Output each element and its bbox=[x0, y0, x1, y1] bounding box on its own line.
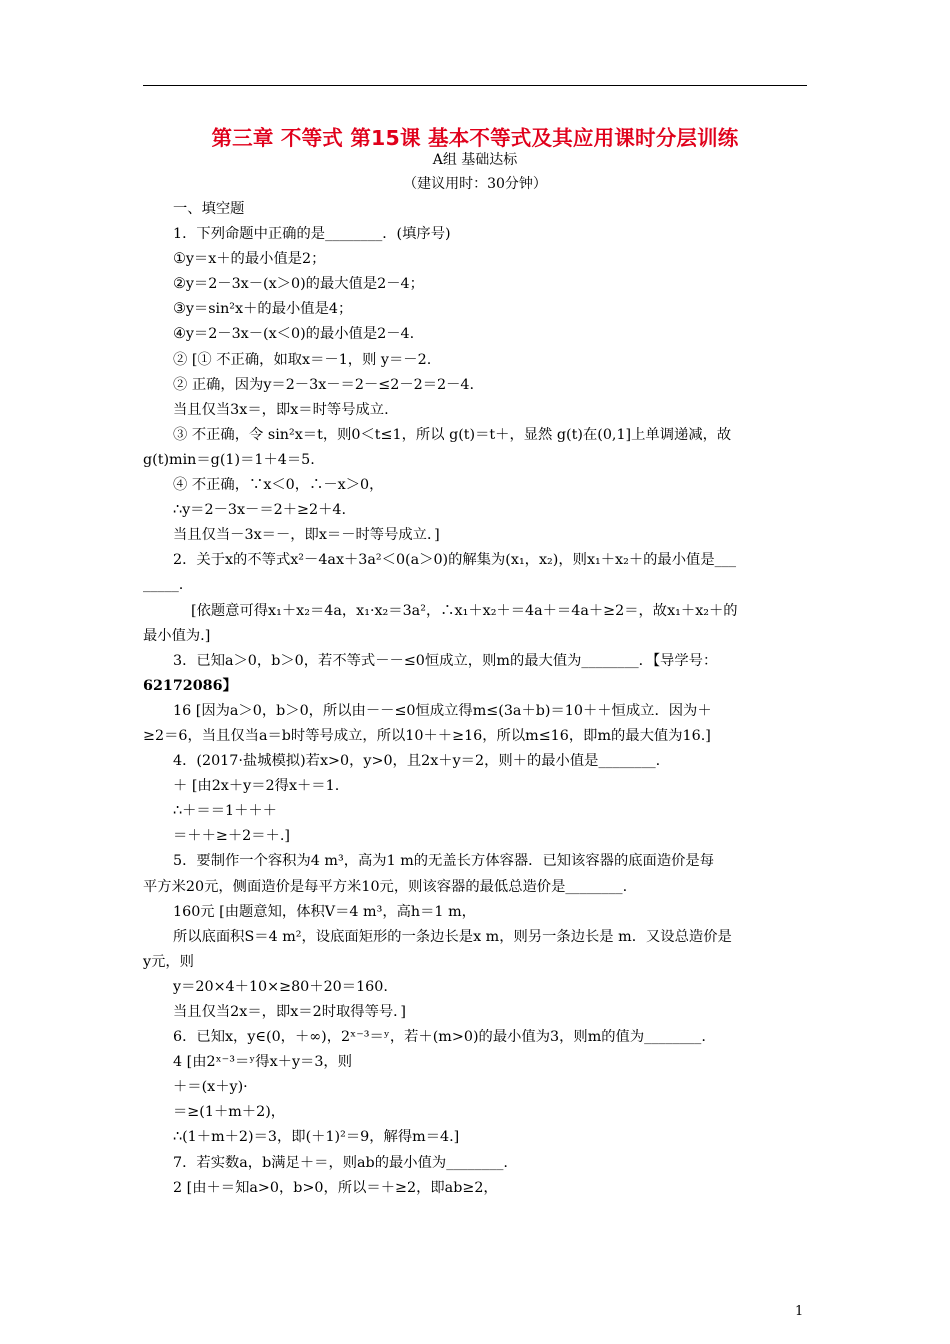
answer-2: [依题意可得x₁＋x₂＝4a，x₁·x₂＝3a²，∴x₁＋x₂＋＝4a＋＝4a＋≥2＝，故x₁＋x₂＋的 bbox=[191, 602, 738, 619]
document-body bbox=[143, 197, 807, 1201]
question-6: 6．已知x，y∈(0，＋∞)，2ˣ⁻³＝ʸ，若＋(m>0)的最小值为3，则m的值为________. bbox=[173, 1029, 706, 1046]
question-4: 4．(2017·盐城模拟)若x>0，y>0，且2x＋y＝2，则＋的最小值是________. bbox=[173, 753, 661, 770]
solution-line: ④ 不正确，∵x＜0，∴－x＞0， bbox=[173, 477, 384, 494]
solution-line: 当且仅当－3x＝－，即x＝－时等号成立．] bbox=[173, 527, 440, 544]
question-5-cont: 平方米20元，侧面造价是每平方米10元，则该容器的最低总造价是________. bbox=[143, 878, 628, 895]
question-3: 3．已知a＞0，b＞0，若不等式－－≤0恒成立，则m的最大值为________．【导学号： bbox=[173, 652, 718, 669]
solution-line: ② 正确，因为y＝2－3x－＝2－≤2－2＝2－4. bbox=[173, 376, 475, 393]
answer-6: 4 [由2ˣ⁻³＝ʸ得x＋y＝3，则 bbox=[173, 1054, 353, 1071]
answer-3: 16 [因为a＞0，b＞0，所以由－－≤0恒成立得m≤(3a＋b)＝10＋＋恒成立．因为＋ bbox=[173, 702, 712, 719]
solution-line: 当且仅当3x＝，即x＝时等号成立. bbox=[173, 401, 389, 418]
option-4: ④y＝2－3x－(x＜0)的最小值是2－4. bbox=[173, 326, 415, 343]
guide-number: 62172086】 bbox=[143, 677, 237, 694]
solution-line: 最小值为.] bbox=[143, 627, 211, 644]
solution-line: ＋＝(x＋y)· bbox=[173, 1079, 248, 1096]
answer-7: 2 [由＋＝知a>0，b>0，所以＝＋≥2，即ab≥2， bbox=[173, 1179, 498, 1196]
group-label: A组 基础达标 bbox=[432, 152, 518, 168]
question-1: 1．下列命题中正确的是________．(填序号) bbox=[173, 226, 451, 243]
option-2: ②y＝2－3x－(x＞0)的最大值是2－4； bbox=[173, 276, 424, 293]
question-7: 7．若实数a，b满足＋＝，则ab的最小值为________. bbox=[173, 1154, 508, 1171]
answer-4: ＋ [由2x＋y＝2得x＋＝1. bbox=[173, 778, 340, 795]
header-rule bbox=[143, 85, 807, 86]
solution-line: y元，则 bbox=[143, 953, 194, 970]
solution-line: ③ 不正确，令 sin²x＝t，则0＜t≤1，所以 g(t)＝t＋，显然 g(t)在(0,1]上单调递减，故 bbox=[173, 426, 732, 443]
solution-line: ＝＋＋≥＋2＝＋.] bbox=[173, 828, 290, 845]
document-title: 第三章 不等式 第15课 基本不等式及其应用课时分层训练 bbox=[211, 126, 739, 150]
question-5: 5．要制作一个容积为4 m³，高为1 m的无盖长方体容器．已知该容器的底面造价是每 bbox=[173, 853, 715, 870]
solution-line: 当且仅当2x＝，即x＝2时取得等号．] bbox=[173, 1004, 406, 1020]
question-2-blank: _____. bbox=[143, 577, 184, 594]
time-hint: （建议用时：30分钟） bbox=[403, 176, 547, 192]
solution-line: g(t)min＝g(1)＝1＋4＝5. bbox=[143, 451, 315, 468]
question-2: 2．关于x的不等式x²－4ax＋3a²＜0(a＞0)的解集为(x₁，x₂)，则x₁＋x₂＋的最小值是___ bbox=[173, 552, 737, 569]
option-3: ③y＝sin²x＋的最小值是4； bbox=[173, 301, 353, 318]
solution-line: y＝20×4＋10×≥80＋20＝160. bbox=[173, 978, 388, 995]
solution-line: ∴＋＝＝1＋＋＋ bbox=[173, 803, 277, 820]
answer-5: 160元 [由题意知，体积V＝4 m³，高h＝1 m， bbox=[173, 903, 476, 920]
solution-line: ∴(1＋m＋2)＝3，即(＋1)²＝9，解得m＝4.] bbox=[173, 1129, 460, 1146]
answer-1: ② [① 不正确，如取x＝－1，则 y＝－2. bbox=[173, 351, 432, 368]
option-1: ①y＝x＋的最小值是2； bbox=[173, 251, 326, 268]
solution-line: ＝≥(1＋m＋2)， bbox=[173, 1104, 286, 1121]
solution-line: 所以底面积S＝4 m²，设底面矩形的一条边长是x m，则另一条边长是 m．又设总造价是 bbox=[173, 928, 732, 945]
solution-line: ≥2＝6，当且仅当a＝b时等号成立，所以10＋＋≥16，所以m≤16，即m的最大值为16.] bbox=[143, 727, 711, 744]
page-number: 1 bbox=[795, 1304, 804, 1319]
section-heading: 一、填空题 bbox=[173, 201, 245, 217]
solution-line: ∴y＝2－3x－＝2＋≥2＋4. bbox=[173, 502, 347, 519]
